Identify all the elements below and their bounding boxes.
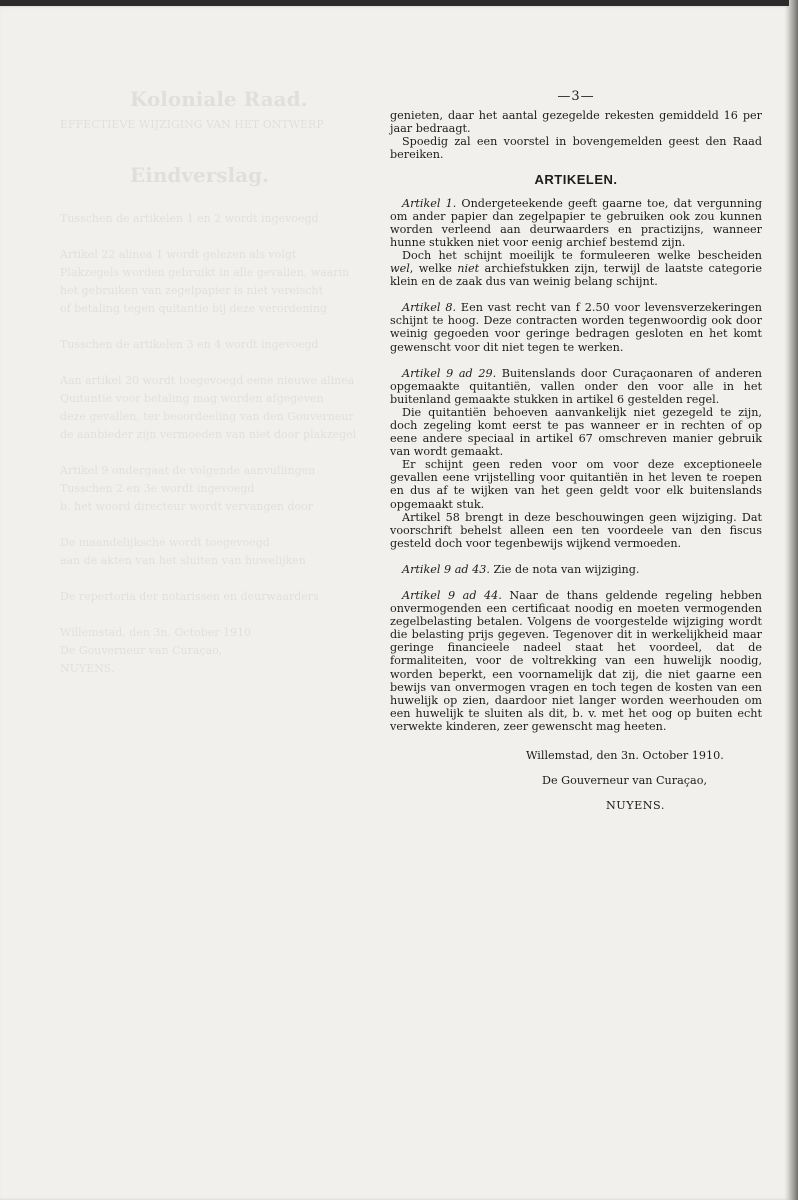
article-9-29-paragraph-2: Die quitantiën behoeven aanvankelijk niet gezegeld te zijn, doch zegeling komt eerst te pas wanneer er in rechten of op eene andere speciaal in artikel 67 omschreven manier gebruik van wordt gemaakt. — [390, 405, 762, 459]
article-1-paragraph-1 — [390, 197, 762, 249]
article-9-29-paragraph-1 — [390, 367, 762, 406]
article-9-43-label: Artikel 9 ad 43. — [402, 562, 490, 576]
article-9-29-text: Buitenslands door Curaçaonaren of anderen opgemaakte quitantiën, vallen onder den voor alle in het buitenland gemaakte stukken in artikel 6 gestelden regel. — [390, 366, 762, 406]
article-9-43-text: Zie de nota van wijziging. — [489, 562, 640, 576]
page-number: —3— — [557, 89, 595, 104]
article-9-29-label: Artikel 9 ad 29. — [402, 366, 497, 380]
signature-role: De Gouverneur van Curaçao, — [542, 774, 708, 788]
article-1-text-b: , welke — [409, 262, 458, 276]
article-9-44-text: Naar de thans geldende regeling hebben onvermogenden een certificaat noodig en moeten vermogenden zegelbelasting betalen. Volgens de voorgestelde wijziging wordt die belasting prijs gegeven. Tegenover dit in werkelijkheid maar geringe financieele nadeel staat het voordeel, dat de formaliteiten, voor de voltrekking van een huwelijk noodig, worden beperkt, een voornamelijk dat zij, die niet gaarne een bewijs van onvermogen vragen en toch tegen de kosten van een huwelijk op zien, daardoor niet langer worden weerhouden om een huwelijk te sluiten als dit, b. v. met het oog op buiten echt verwekte kinderen, zeer gewenscht mag heeten. — [390, 589, 762, 733]
article-1-label: Artikel 1. — [402, 196, 457, 210]
article-1-text-a: Doch het schijnt moeilijk te formuleeren welke bescheiden — [402, 248, 762, 262]
intro-paragraph-2: Spoedig zal een voorstel in bovengemelden geest den Raad bereiken. — [390, 135, 762, 162]
document-text-column — [390, 90, 762, 812]
article-9-44-label: Artikel 9 ad 44. — [402, 589, 502, 602]
section-heading: ARTIKELEN. — [534, 172, 618, 188]
emphasis-niet: niet — [457, 262, 480, 276]
article-1-text: Ondergeteekende geeft gaarne toe, dat vergunning om ander papier dan zegelpapier te gebruiken ook zou kunnen worden verleend aan deurwaarders en practizijns, wanneer hunne stukken niet voor eenig archief bestemd zijn. — [390, 196, 762, 249]
page-edge-shadow — [789, 0, 798, 1200]
document-page — [0, 6, 789, 1200]
article-9-43-paragraph — [390, 563, 762, 576]
article-1-paragraph-2 — [390, 249, 762, 288]
article-9-44-paragraph — [390, 589, 762, 733]
signature-place-date: Willemstad, den 3n. October 1910. — [526, 749, 724, 763]
intro-paragraph-1: genieten, daar het aantal gezegelde rekesten gemiddeld 16 per jaar bedraagt. — [390, 109, 762, 136]
article-8-label: Artikel 8. — [402, 301, 457, 315]
article-1-text-c: archiefstukken zijn, terwijl de laatste categorie klein en de zaak dus van weinig belang schijnt. — [390, 262, 762, 289]
article-8-text: Een vast recht van f 2.50 voor levensverzekeringen schijnt te hoog. Deze contracten worden tegenwoordig ook door weinig gegoeden voor geringe bedragen gesloten en het komt gewenscht voor dit niet tegen te werken. — [390, 301, 762, 354]
signature-name: NUYENS. — [606, 799, 665, 813]
article-8-paragraph — [390, 301, 762, 353]
emphasis-wel: wel — [390, 262, 410, 276]
article-9-29-paragraph-4: Artikel 58 brengt in deze beschouwingen geen wijziging. Dat voorschrift behelst alleen een ten voordeele van den fiscus gesteld doch voor tegenbewijs wijkend vermoeden. — [390, 510, 762, 550]
article-9-29-paragraph-3: Er schijnt geen reden voor om voor deze exceptioneele gevallen eene vrijstelling voor quitantiën in het leven te roepen en dus af te wijken van het geen geldt voor elk buitenslands opgemaakt stuk. — [390, 458, 762, 511]
bleed-through-background: Koloniale Raad. EFFECTIEVE WIJZIGING VAN HET ONTWERP Eindverslag. Tusschen de artikelen 1 en 2 wordt ingevoegd Artikel 22 alinea 1 wordt gelezen als volgt Plakzegels worden gebruikt in alle gevallen, waarin het gebruiken van zegelpapier is niet vereischt of betaling tegen quitantie bij deze verordening Tusschen de artikelen 3 en 4 wordt ingevoegd Aan artikel 20 wordt toegevoegd eene nieuwe alinea Quitantie voor betaling mag worden afgegeven deze gevallen, ter beoordeeling van den Gouverneur de aanbieder zijn vermoeden van niet door plakzegel Artikel 9 ondergaat de volgende aanvullingen Tusschen 2 en 3e wordt ingevoegd b. het woord directeur wordt vervangen door De maandelijksche wordt toegevoegd aan de akten van het sluiten van huwelijken De repertoria der notarissen en deurwaarders Willemstad, den 3n. October 1910 De Gouverneur van Curaçao, NUYENS. — [60, 87, 357, 675]
